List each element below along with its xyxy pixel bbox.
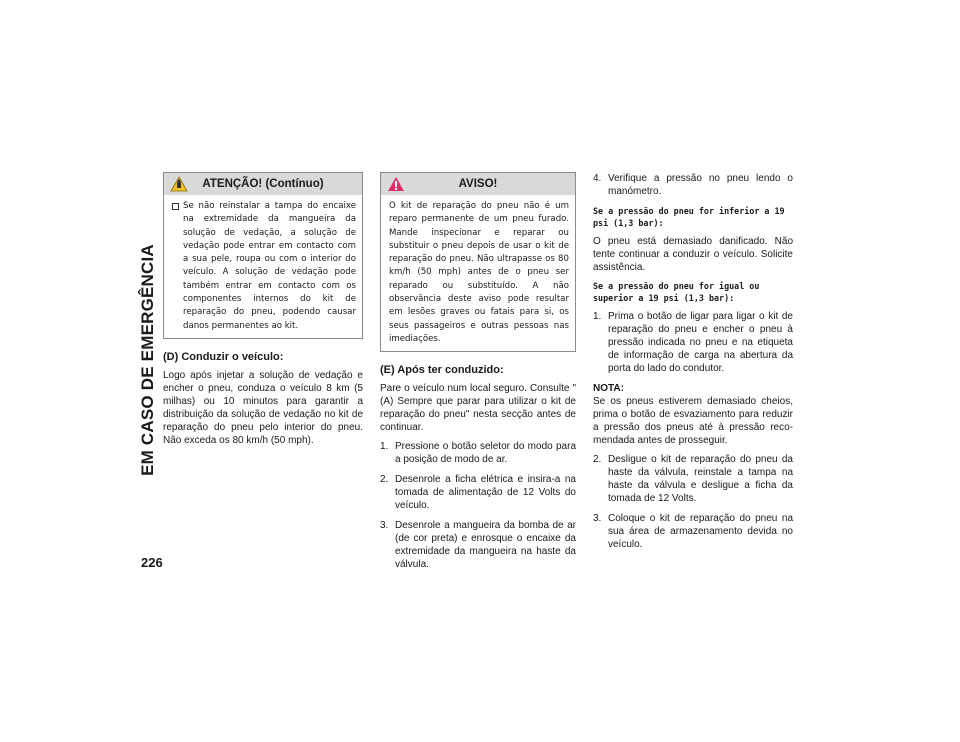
- page-number: 226: [141, 555, 163, 570]
- caution-box: [163, 172, 363, 339]
- heading-after-driving: (E) Após ter conduzido:: [380, 364, 504, 377]
- caution-box-body: [164, 195, 362, 338]
- list-item: 4. Verifique a pressão no pneu lendo o manómetro.: [593, 173, 793, 197]
- step4-list: [593, 172, 793, 198]
- list-item: 2. Desligue o kit de reparação do pneu da haste da válvula, reinstale a tampa na haste da válvula e desligue a ficha da tomada de 12 Volts.: [593, 454, 793, 504]
- step1-list: [593, 310, 793, 375]
- section-side-title: EM CASO DE EMERGÊNCIA: [138, 244, 157, 476]
- caution-triangle-icon: [170, 176, 188, 192]
- column-1: [163, 172, 363, 453]
- paragraph-after-driving: Pare o veículo num local seguro. Consulte "(A) Sempre que parar para utilizar o kit de reparação do pneu" nesta secção antes de continuar.: [380, 383, 576, 434]
- warning-triangle-icon: [387, 176, 405, 192]
- caution-item: [172, 200, 356, 333]
- paragraph-drive-vehicle: Logo após injetar a solução de vedação e encher o pneu, conduza o veículo 8 km (5 milhas) ou 10 minutos para garantir a distribuição da solução de vedação no kit de reparação do pneu pelo interior do pneu. Não exceda os 80 km/h (50 mph).: [163, 369, 363, 446]
- condition-ok-pressure: Se a pressão do pneu for igual ou superior a 19 psi (1,3 bar):: [593, 281, 760, 303]
- list-item: 2. Desenrole a ficha elétrica e insira-a na tomada de alimentação de 12 Volts do veículo.: [380, 474, 576, 512]
- list-item: 1. Pressione o botão seletor do modo para a posição de modo de ar.: [380, 441, 576, 466]
- condition-low-pressure: Se a pressão do pneu for inferior a 19 psi (1,3 bar):: [593, 206, 785, 228]
- warning-box: [380, 172, 576, 352]
- caution-item-text: Se não reinstalar a tampa do encaixe na extremidade da mangueira da solução de vedação, a solução de vedação pode entrar em contacto com a sua pele, roupa ou com o interior do veículo. A solução de vedação pode também entrar em contacto com os componentes internos do kit de reparação do pneu, podendo causar danos permanentes ao kit.: [183, 201, 356, 331]
- list-item: 1. Prima o botão de ligar para ligar o kit de reparação do pneu e encher o pneu à pressão indicada no pneu e na etiqueta de informação de carga na abertura da porta do lado do condutor.: [593, 311, 793, 374]
- list-item: 3. Desenrole a mangueira da bomba de ar (de cor preta) e enrosque o encaixe da extremidade da mangueira na haste da válvula.: [380, 520, 576, 571]
- warning-box-header: [381, 173, 575, 195]
- list-item: 3. Coloque o kit de reparação do pneu na sua área de armazenamento devida no veículo.: [593, 513, 793, 550]
- column-2: [380, 172, 576, 578]
- caution-box-header: [164, 173, 362, 195]
- caution-box-title: ATENÇÃO! (Contínuo): [202, 178, 324, 190]
- heading-drive-vehicle: (D) Conduzir o veículo:: [163, 350, 284, 363]
- note-text: Se os pneus estiverem demasiado cheios, prima o botão de esvaziamento para reduzir a pressão dos pneus até à pressão reco-mendada antes de prosseguir.: [593, 396, 793, 446]
- warning-box-body: O kit de reparação do pneu não é um reparo permanente de um pneu furado. Mande inspecionar e reparar ou substituir o pneu depois de usar o kit de reparação do pneu. Não ultrapasse os 80 km/h (50 mph) antes de o pneu ser reparado ou substituído. A não observância deste aviso pode resultar em lesões graves ou fatais para si, os seus passageiros e outras pessoas nas imediações.: [389, 201, 569, 344]
- warning-box-title: AVISO!: [458, 178, 498, 190]
- note-label: NOTA:: [593, 383, 624, 394]
- checkbox-bullet-icon: [172, 203, 179, 210]
- steps-list-col3: [593, 453, 793, 551]
- column-3: [593, 172, 793, 558]
- paragraph-too-damaged: O pneu está demasiado danificado. Não tente continuar a conduzir o veículo. Solicite assistência.: [593, 236, 793, 273]
- steps-list-col2: [380, 440, 576, 571]
